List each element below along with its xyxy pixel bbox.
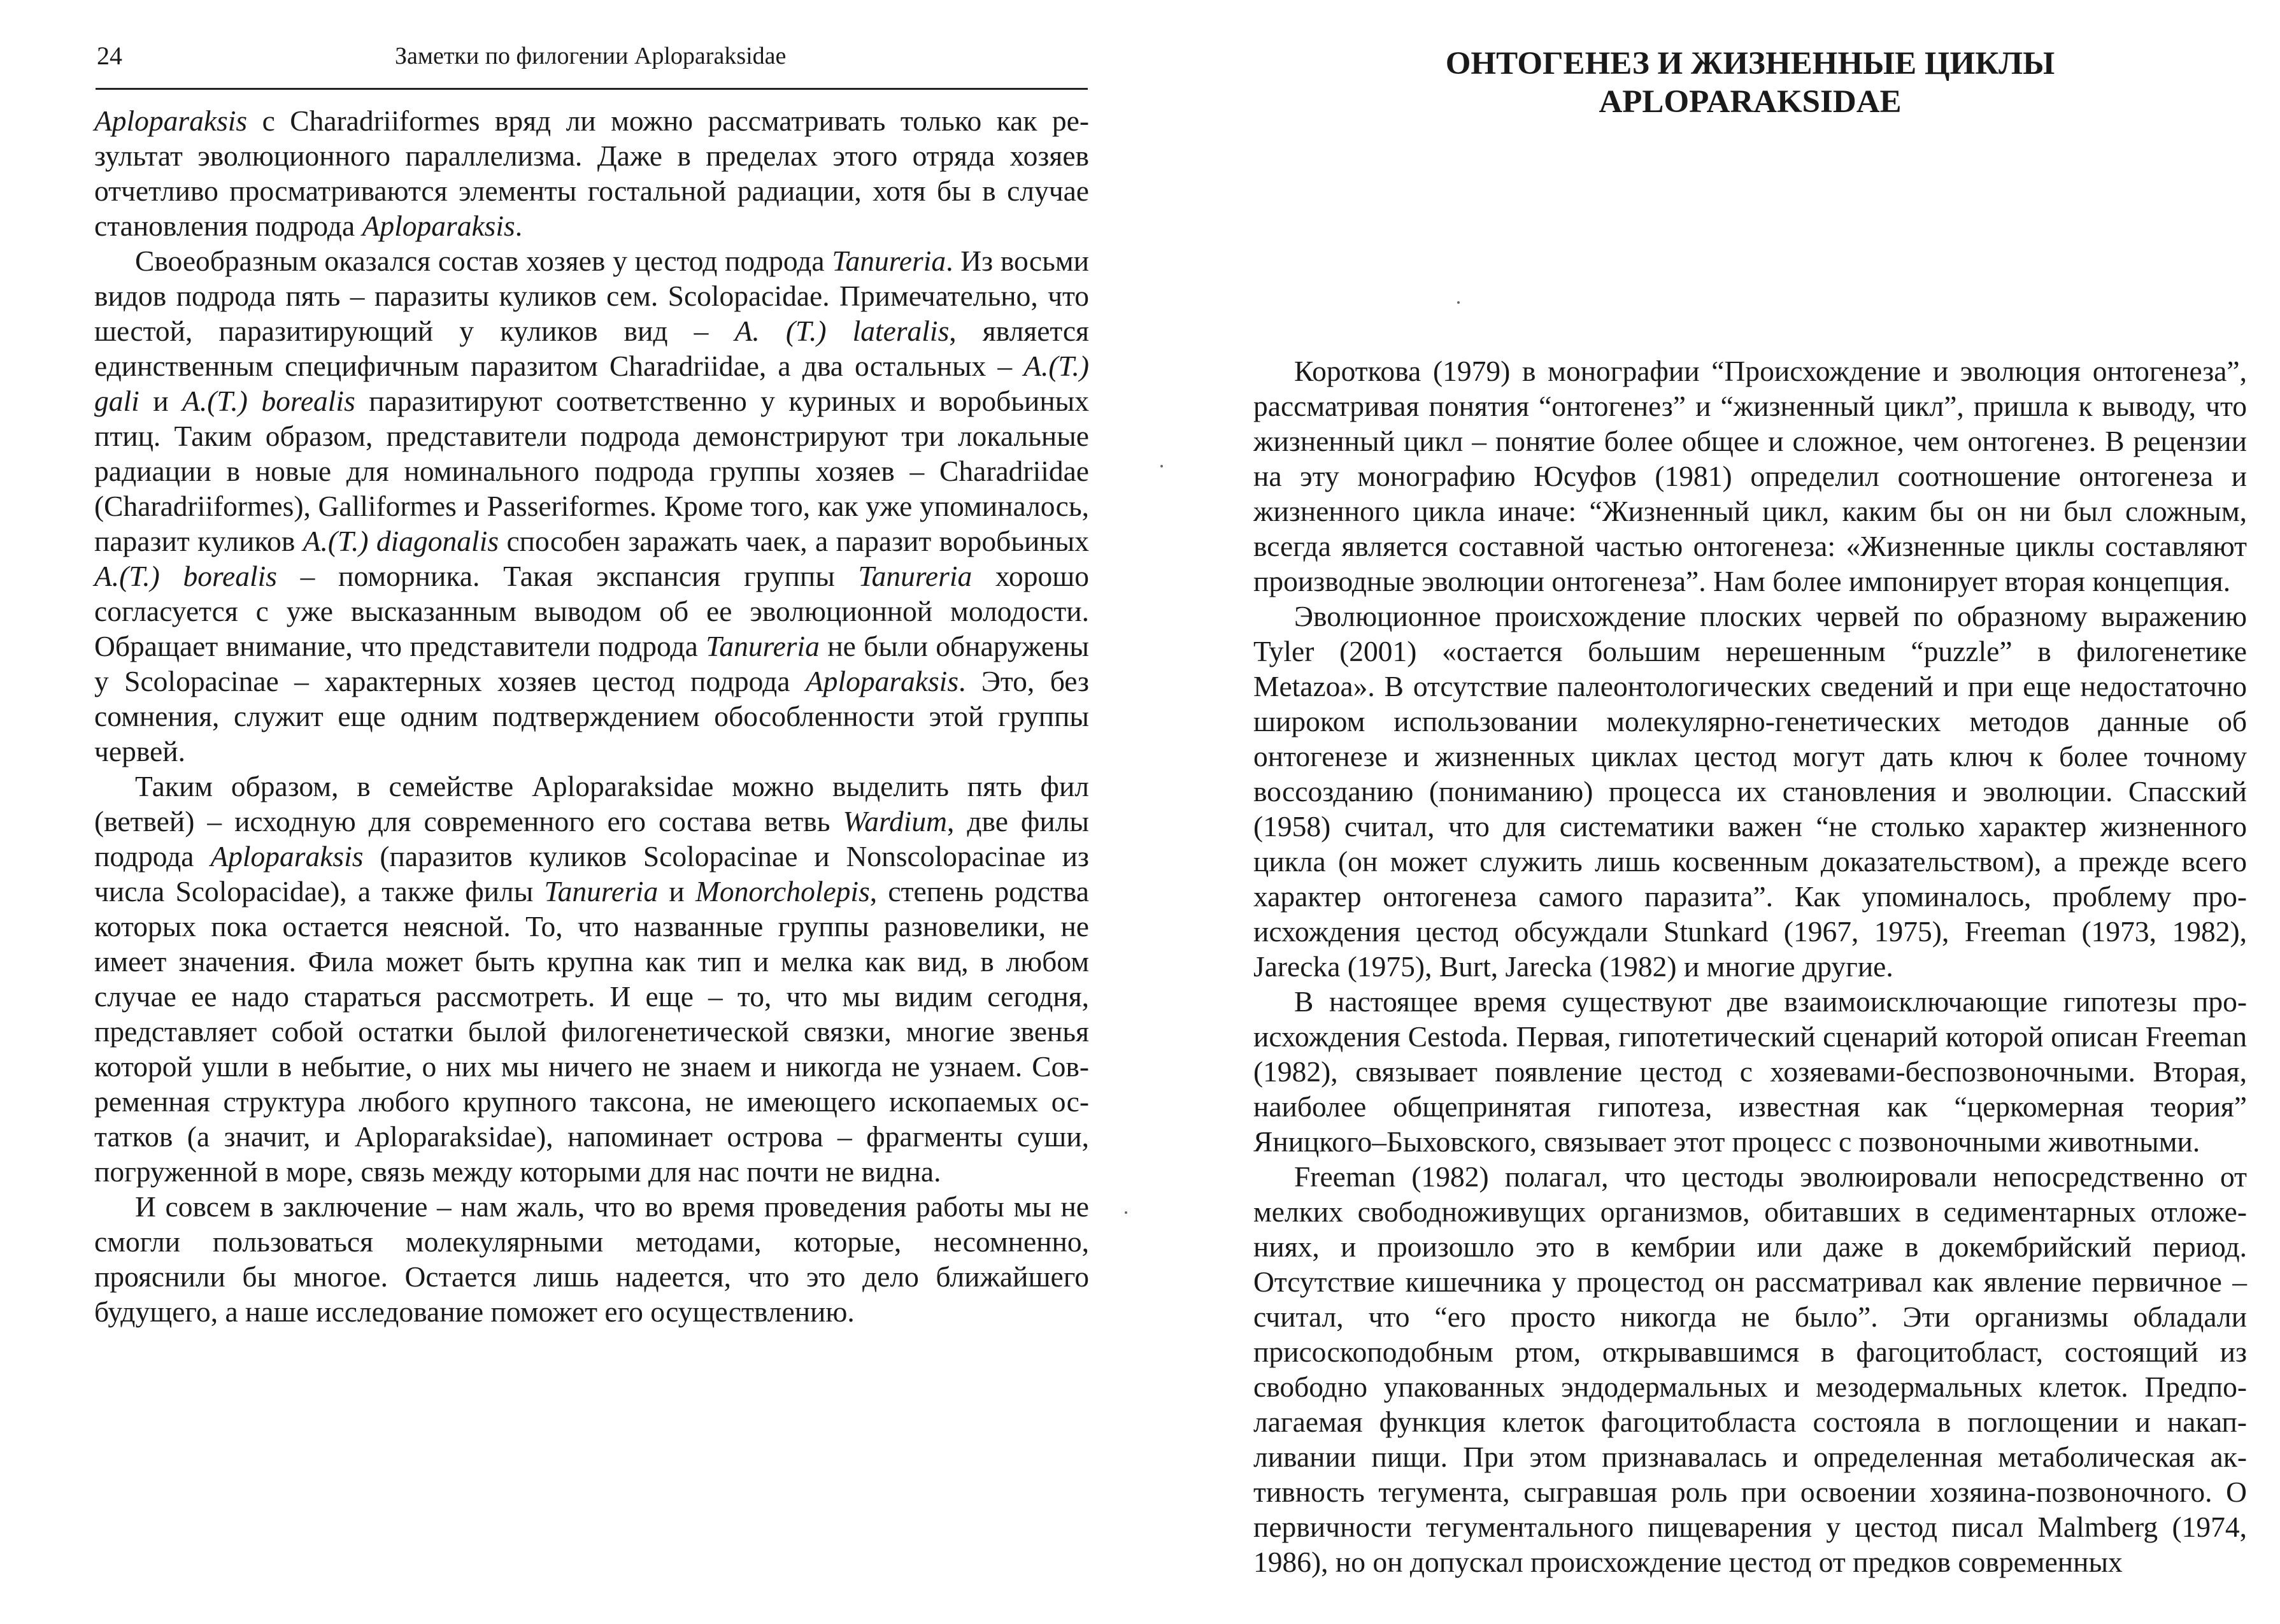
page-number: 24	[97, 41, 122, 70]
italic-term: Aploparaksis	[94, 104, 248, 137]
paragraph: Freeman (1982) полагал, что цестоды эволюировали непосредственно от мелких свободноживущих организмов, обитавших в седиментарных отложениях, и произошло это в кембрии или даже в докембрийский период. Отсутствие кишечника у процестод он рассматривал как явление первичное – считал, что “его просто никогда не было”. Эти организмы обладали присоскоподобным ртом, открывавшимся в фагоцитобласт, состоящий из свободно упакованных эндодермальных и мезодермальных клеток. Предполагаемая функция клеток фагоцитобласта состояла в поглощении и накапливании пищи. При этом признавалась и определенная метаболическая активность тегумента, сыгравшая роль при освоении хозяина-позвоночного. О первичности тегументального пищеварения у цестод писал Malmberg (1974, 1986), но он допускал происхождение цестод от предков современных	[1253, 1160, 2247, 1578]
chapter-title-line: APLOPARAKSIDAE	[1599, 84, 1902, 120]
paragraph: Эволюционное происхождение плоских червей по образному выражению Tyler (2001) «остается большим нерешенным “puzzle” в филогенетике Metazoa». В отсутствие палеонтологических сведений и при еще недостаточно широком использовании молекулярно-генетических методов данные об онтогенезе и жизненных циклах цестод могут дать ключ к более точному воссозданию (пониманию) процесса их становления и эволюции. Спасский (1958) считал, что для систематики важен “не столько характер жизненного цикла (он может служить лишь косвенным доказательством), а прежде всего характер онтогенеза самого паразита”. Как упоминалось, проблему происхождения цестод обсуждали Stunkard (1967, 1975), Freeman (1973, 1982), Jarecka (1975), Burt, Jarecka (1982) и многие другие.	[1253, 600, 2247, 983]
running-head	[96, 37, 1088, 90]
italic-term: A.(T.) borealis	[182, 385, 355, 417]
italic-term: A.(T.) diagonalis	[303, 525, 499, 557]
running-title: Заметки по филогении Aploparaksidae	[395, 43, 787, 69]
italic-term: Tanureria	[858, 560, 973, 592]
italic-term: Aploparaksis	[210, 840, 364, 873]
scan-speck	[1457, 301, 1460, 304]
italic-term: Monorcholepis	[695, 875, 870, 908]
right-page-body	[1253, 353, 2247, 1579]
italic-term: A. (T.) lateralis	[734, 315, 950, 347]
paragraph: Таким образом, в семействе Aploparaksidae можно выделить пять фил (ветвей) – исходную для современного его состава ветвь Wardium, две филы подрода Aploparaksis (паразитов куликов Scolopacinae и Nonscolopacinae из числа Scolopacidae), а также филы Tanureria и Monorcholepis, степень родства которых пока остается неясной. То, что названные группы разновелики, не имеет значения. Фила может быть крупна как тип и мелка как вид, в любом случае ее надо стараться рассмотреть. И еще – то, что мы видим сегодня, представляет собой остатки былой филогенетической связки, многие звенья которой ушли в небытие, о них мы ничего не знаем и никогда не узнаем. Современная структура любого крупного таксона, не имеющего ископаемых остатков (а значит, и Aploparaksidae), напоминает острова – фрагменты суши, погруженной в море, связь между которыми для нас почти не видна.	[94, 770, 1089, 1188]
italic-term: Tanureria	[544, 875, 659, 908]
italic-term: A.(T.) borealis	[94, 560, 277, 592]
chapter-title-line: ОНТОГЕНЕЗ И ЖИЗНЕННЫЕ ЦИКЛЫ	[1445, 46, 2055, 82]
scan-speck	[1125, 1211, 1127, 1214]
paragraph: Короткова (1979) в монографии “Происхождение и эволюция онтогенеза”, рассматривая понятия “онтогенез” и “жизненный цикл”, пришла к выводу, что жизненный цикл – понятие более общее и сложное, чем онтогенез. В рецензии на эту монографию Юсуфов (1981) определил соотношение онтогенеза и жизненного цикла иначе: “Жизненный цикл, каким бы он ни был сложным, всегда является составной частью онтогенеза: «Жизненные циклы составляют производные эволюции онтогенеза”. Нам более импонирует вторая концепция.	[1253, 355, 2247, 597]
italic-term: Tanureria	[832, 245, 946, 277]
italic-term: Aploparaksis	[805, 665, 959, 697]
paragraph: Своеобразным оказался состав хозяев у цестод подрода Tanureria. Из восьми видов подрода пять – паразиты куликов сем. Scolopacidae. Примечательно, что шестой, паразитирующий у куликов вид – A. (T.) lateralis, является единственным специфичным паразитом Charadriidae, а два остальных – A.(T.) gali и A.(T.) borealis паразитируют соответственно у куриных и воробьиных птиц. Таким образом, представители подрода демонстрируют три локальные радиации в новые для номинального подрода группы хозяев – Charadriidae (Charadriiformes), Galliformes и Passeriformes. Кроме того, как уже упоминалось, паразит куликов A.(T.) diagonalis способен заражать чаек, а паразит воробьиных A.(T.) borealis – поморника. Такая экспансия группы Tanureria хорошо согласуется с уже высказанным выводом об ее эволюционной молодости. Обращает внимание, что представители подрода Tanureria не были обнаружены у Scolopacinae – характерных хозяев цестод подрода Aploparaksis. Это, без сомнения, служит еще одним подтверждением обособленности этой группы червей.	[94, 245, 1090, 767]
scan-speck	[1160, 465, 1163, 467]
right-page	[1140, 0, 2280, 1624]
paragraph: В настоящее время существуют две взаимоисключающие гипотезы происхождения Cestoda. Первая, гипотетический сценарий которой описан Freeman (1982), связывает появление цестод с хозяевами-беспозвоночными. Вторая, наиболее общепринятая гипотеза, известная как “церкомерная теория” Яницкого–Быховского, связывает этот процесс с позвоночными животными.	[1253, 985, 2247, 1158]
paragraph: И совсем в заключение – нам жаль, что во время проведения работы мы не смогли пользоваться молекулярными методами, которые, несомненно, прояснили бы многое. Остается лишь надеется, что это дело ближайшего будущего, а наше исследование поможет его осуществлению.	[94, 1190, 1089, 1328]
italic-term: Aploparaksis	[362, 210, 515, 242]
italic-term: Tanureria	[706, 630, 820, 662]
chapter-title	[1253, 45, 2247, 121]
paragraph: Aploparaksis с Charadriiformes вряд ли можно рассматривать только как результат эволюционного параллелизма. Даже в пределах этого отряда хозяев отчетливо просматриваются элементы гостальной радиации, хотя бы в случае становления подрода Aploparaksis.	[94, 104, 1089, 242]
italic-term: A.(T.) gali	[94, 350, 1089, 417]
left-page-body	[94, 103, 1089, 1329]
italic-term: Wardium	[843, 805, 947, 837]
